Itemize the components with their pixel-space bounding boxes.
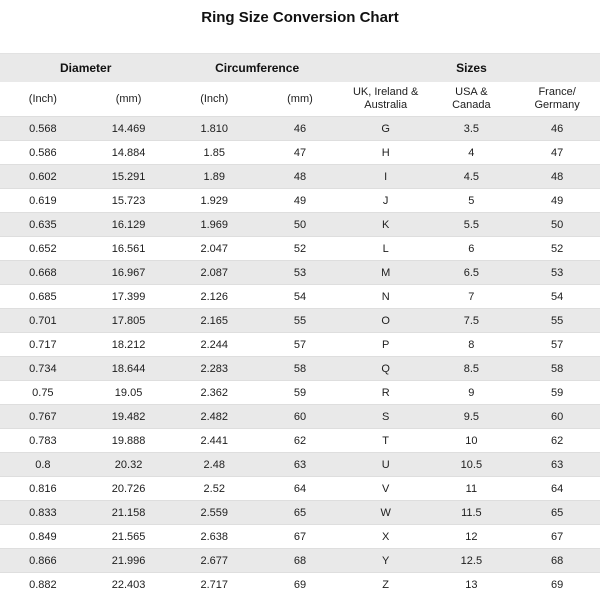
table-cell: 20.726 xyxy=(111,482,146,495)
table-cell: K xyxy=(381,218,390,231)
table-cell: 65 xyxy=(550,506,564,519)
table-cell: 57 xyxy=(550,338,564,351)
table-cell: 69 xyxy=(293,578,307,591)
table-cell: 0.866 xyxy=(29,554,57,567)
table-cell: 21.996 xyxy=(111,554,146,567)
table-cell: 6.5 xyxy=(463,266,480,279)
column-header-circumference-inch: (Inch) xyxy=(171,82,257,117)
table-cell: 0.685 xyxy=(29,290,57,303)
table-cell: Y xyxy=(381,554,390,567)
table-cell: 15.291 xyxy=(111,170,146,183)
table-cell: 2.047 xyxy=(200,242,229,255)
table-row xyxy=(0,453,600,477)
table-cell: 0.783 xyxy=(29,434,57,447)
table-cell: 1.929 xyxy=(200,194,229,207)
table-cell: 67 xyxy=(550,530,564,543)
table-row xyxy=(0,573,600,597)
table-row xyxy=(0,117,600,141)
table-cell: S xyxy=(381,410,390,423)
table-cell: 0.668 xyxy=(29,266,57,279)
table-cell: 0.586 xyxy=(29,146,57,159)
table-cell: 9.5 xyxy=(463,410,480,423)
table-cell: 48 xyxy=(550,170,564,183)
table-cell: 22.403 xyxy=(111,578,146,591)
table-cell: 2.362 xyxy=(200,386,229,399)
table-cell: 60 xyxy=(293,410,307,423)
table-cell: 2.165 xyxy=(200,314,229,327)
table-row xyxy=(0,189,600,213)
table-row xyxy=(0,501,600,525)
table-cell: 58 xyxy=(550,362,564,375)
table-row xyxy=(0,333,600,357)
table-cell: 59 xyxy=(550,386,564,399)
table-cell: G xyxy=(381,122,390,135)
table-cell: V xyxy=(381,482,390,495)
table-cell: 21.565 xyxy=(111,530,146,543)
table-cell: P xyxy=(381,338,390,351)
table-cell: 14.469 xyxy=(111,122,146,135)
table-cell: 16.129 xyxy=(111,218,146,231)
table-cell: 0.849 xyxy=(29,530,57,543)
table-cell: 50 xyxy=(550,218,564,231)
table-cell: 7.5 xyxy=(463,314,480,327)
table-body xyxy=(0,117,600,597)
column-header-diameter-mm: (mm) xyxy=(86,82,172,117)
table-cell: 0.701 xyxy=(29,314,57,327)
table-cell: 60 xyxy=(550,410,564,423)
table-cell: 17.805 xyxy=(111,314,146,327)
table-cell: 18.212 xyxy=(111,338,146,351)
group-header-sizes: Sizes xyxy=(343,54,600,83)
table-cell: 54 xyxy=(293,290,307,303)
table-cell: 2.482 xyxy=(200,410,229,423)
table-cell: 52 xyxy=(293,242,307,255)
table-cell: M xyxy=(381,266,391,279)
table-cell: 50 xyxy=(293,218,307,231)
table-cell: 11.5 xyxy=(461,506,482,519)
table-cell: 0.568 xyxy=(29,122,57,135)
table-cell: 12 xyxy=(465,530,478,543)
table-cell: 65 xyxy=(293,506,307,519)
table-cell: 14.884 xyxy=(111,146,146,159)
table-cell: 1.85 xyxy=(203,146,225,159)
table-cell: 5 xyxy=(468,194,475,207)
table-cell: T xyxy=(382,434,390,447)
table-cell: 0.619 xyxy=(29,194,57,207)
group-header-diameter: Diameter xyxy=(0,54,171,83)
table-cell: 59 xyxy=(293,386,307,399)
table-cell: 63 xyxy=(293,458,307,471)
table-cell: 9 xyxy=(468,386,475,399)
table-cell: H xyxy=(381,146,390,159)
table-cell: 2.087 xyxy=(200,266,229,279)
table-cell: 19.888 xyxy=(111,434,146,447)
table-cell: 49 xyxy=(550,194,564,207)
table-cell: 0.602 xyxy=(29,170,57,183)
table-cell: X xyxy=(381,530,390,543)
table-cell: 18.644 xyxy=(111,362,146,375)
table-row xyxy=(0,261,600,285)
table-cell: U xyxy=(381,458,390,471)
table-cell: 2.283 xyxy=(200,362,229,375)
table-cell: 58 xyxy=(293,362,307,375)
table-row xyxy=(0,549,600,573)
table-row xyxy=(0,405,600,429)
table-cell: 7 xyxy=(468,290,475,303)
table-cell: 16.967 xyxy=(111,266,146,279)
table-cell: 15.723 xyxy=(111,194,146,207)
table-header xyxy=(0,54,600,117)
table-row xyxy=(0,477,600,501)
table-row xyxy=(0,309,600,333)
table-cell: 55 xyxy=(293,314,307,327)
table-cell: 0.816 xyxy=(29,482,57,495)
table-cell: 3.5 xyxy=(463,122,480,135)
table-cell: 1.89 xyxy=(203,170,225,183)
table-cell: 0.652 xyxy=(29,242,57,255)
table-cell: Q xyxy=(381,362,390,375)
table-cell: 1.969 xyxy=(200,218,229,231)
table-cell: 17.399 xyxy=(111,290,146,303)
table-cell: 13 xyxy=(465,578,478,591)
table-cell: 0.717 xyxy=(29,338,57,351)
table-cell: 63 xyxy=(550,458,564,471)
table-cell: 19.482 xyxy=(111,410,146,423)
table-cell: 11 xyxy=(465,482,478,495)
table-cell: 54 xyxy=(550,290,564,303)
table-cell: 53 xyxy=(550,266,564,279)
table-cell: 69 xyxy=(550,578,564,591)
table-cell: 0.767 xyxy=(29,410,57,423)
table-cell: 16.561 xyxy=(111,242,146,255)
table-cell: 64 xyxy=(550,482,564,495)
table-cell: 67 xyxy=(293,530,307,543)
page-title: Ring Size Conversion Chart xyxy=(201,9,399,26)
table-cell: 5.5 xyxy=(463,218,480,231)
table-cell: 68 xyxy=(550,554,564,567)
table-row xyxy=(0,357,600,381)
table-cell: 4.5 xyxy=(463,170,480,183)
table-cell: 4 xyxy=(468,146,475,159)
table-cell: 6 xyxy=(468,242,475,255)
table-cell: 2.48 xyxy=(203,458,225,471)
column-header-circumference-mm: (mm) xyxy=(257,82,343,117)
table-cell: 0.8 xyxy=(35,458,51,471)
table-row xyxy=(0,525,600,549)
column-header-diameter-inch: (Inch) xyxy=(0,82,86,117)
table-cell: 0.734 xyxy=(29,362,57,375)
table-cell: 55 xyxy=(550,314,564,327)
table-row xyxy=(0,237,600,261)
table-cell: 2.717 xyxy=(200,578,229,591)
table-cell: W xyxy=(380,506,391,519)
table-cell: 2.638 xyxy=(200,530,229,543)
table-row xyxy=(0,213,600,237)
table-cell: 2.52 xyxy=(203,482,225,495)
table-cell: 57 xyxy=(293,338,307,351)
column-header-row xyxy=(0,82,600,117)
table-cell: 48 xyxy=(293,170,307,183)
table-cell: L xyxy=(382,242,389,255)
table-cell: 46 xyxy=(550,122,564,135)
column-header-usa-canada: USA & Canada xyxy=(429,82,515,117)
table-cell: 64 xyxy=(293,482,307,495)
table-cell: 2.441 xyxy=(200,434,229,447)
table-cell: 10.5 xyxy=(460,458,483,471)
table-row xyxy=(0,285,600,309)
group-header-row xyxy=(0,54,600,83)
table-cell: 2.559 xyxy=(200,506,229,519)
table-cell: 12.5 xyxy=(460,554,483,567)
table-cell: 2.126 xyxy=(200,290,229,303)
table-cell: 62 xyxy=(550,434,564,447)
table-cell: 10 xyxy=(465,434,478,447)
table-cell: 8 xyxy=(468,338,475,351)
ring-size-conversion-table xyxy=(0,53,600,596)
table-cell: 46 xyxy=(293,122,307,135)
table-cell: Z xyxy=(382,578,390,591)
table-cell: 19.05 xyxy=(114,386,143,399)
table-cell: 0.833 xyxy=(29,506,57,519)
table-cell: 52 xyxy=(550,242,564,255)
table-cell: 53 xyxy=(293,266,307,279)
table-row xyxy=(0,165,600,189)
table-cell: 47 xyxy=(550,146,564,159)
table-cell: 20.32 xyxy=(114,458,143,471)
table-cell: 0.75 xyxy=(32,386,54,399)
table-cell: I xyxy=(384,170,388,183)
table-cell: 0.882 xyxy=(29,578,57,591)
table-cell: O xyxy=(381,314,390,327)
table-cell: 2.244 xyxy=(200,338,229,351)
table-cell: 2.677 xyxy=(200,554,229,567)
table-row xyxy=(0,381,600,405)
table-cell: 1.810 xyxy=(200,122,229,135)
table-cell: 21.158 xyxy=(111,506,146,519)
column-header-uk-ireland-australia: UK, Ireland & Australia xyxy=(343,82,429,117)
table-cell: N xyxy=(381,290,390,303)
table-cell: 0.635 xyxy=(29,218,57,231)
table-cell: R xyxy=(381,386,390,399)
table-cell: 8.5 xyxy=(463,362,480,375)
table-cell: 62 xyxy=(293,434,307,447)
table-cell: J xyxy=(382,194,389,207)
table-cell: 47 xyxy=(293,146,307,159)
group-header-circumference: Circumference xyxy=(171,54,342,83)
table-cell: 49 xyxy=(293,194,307,207)
table-cell: 68 xyxy=(293,554,307,567)
table-row xyxy=(0,429,600,453)
column-header-france-germany: France/ Germany xyxy=(514,82,600,117)
table-row xyxy=(0,141,600,165)
